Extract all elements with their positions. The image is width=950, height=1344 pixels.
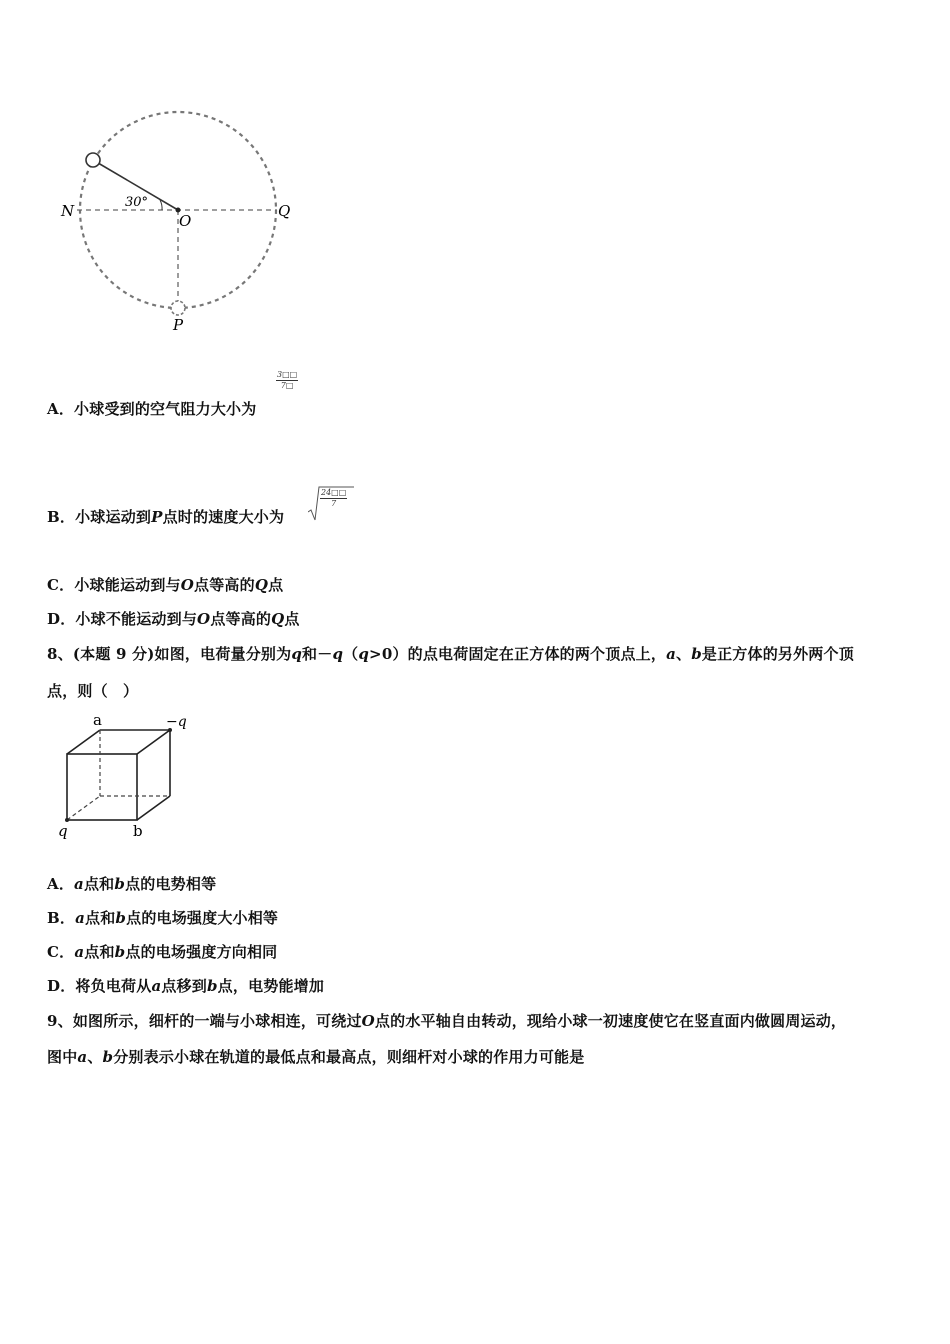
cube-figure (55, 712, 205, 842)
label-q: q (58, 822, 68, 840)
angle-arc (160, 200, 162, 210)
q8-stem-line1: 8、(本题 9 分)如图，电荷量分别为q和－q（q>0）的点电荷固定在正方体的两个顶点上，a、b是正方体的另外两个顶 (47, 645, 854, 663)
q9-stem-line2: 图中a、b分别表示小球在轨道的最低点和最高点，则细杆对小球的作用力可能是 (47, 1048, 585, 1066)
q7-option-a: A．小球受到的空气阻力大小为 (47, 400, 257, 418)
cube-edge (67, 730, 100, 754)
q7-option-c: C．小球能运动到与O点等高的Q点 (47, 576, 284, 594)
label-n: N (61, 202, 75, 220)
q9-stem-line1: 9、如图所示，细杆的一端与小球相连，可绕过O点的水平轴自由转动，现给小球一初速度使它在竖直面内做圆周运动， (47, 1012, 847, 1030)
q8-option-b: B．a点和b点的电场强度大小相等 (47, 909, 279, 927)
q7-option-a-fraction: $\frac{3□□}{7□}$ (277, 370, 298, 390)
label-q: Q (278, 202, 291, 220)
label-angle: 30° (125, 195, 149, 210)
q7-option-d: D．小球不能运动到与O点等高的Q点 (47, 610, 300, 628)
cube-front-face (67, 754, 137, 820)
ball-bottom (171, 301, 185, 315)
q7-option-b: B．小球运动到P点时的速度大小为 (47, 508, 285, 526)
cube-hidden-edge (67, 796, 100, 820)
cube-edge (137, 730, 170, 754)
pendulum-figure (55, 105, 305, 335)
label-p: P (173, 316, 184, 334)
label-o: O (179, 212, 192, 230)
q8-option-a: A．a点和b点的电势相等 (47, 875, 217, 893)
ball-top (86, 153, 100, 167)
label-a: a (93, 712, 102, 729)
label-b: b (133, 822, 143, 840)
q7-option-b-fraction: $\frac{24□□}{7}$ (321, 488, 347, 508)
label-negq: −q (166, 714, 187, 730)
q8-option-c: C．a点和b点的电场强度方向相同 (47, 943, 278, 961)
cube-edge (137, 796, 170, 820)
q8-option-d: D．将负电荷从a点移到b点，电势能增加 (47, 977, 325, 995)
q8-stem-line2: 点，则（ ） (47, 682, 139, 700)
